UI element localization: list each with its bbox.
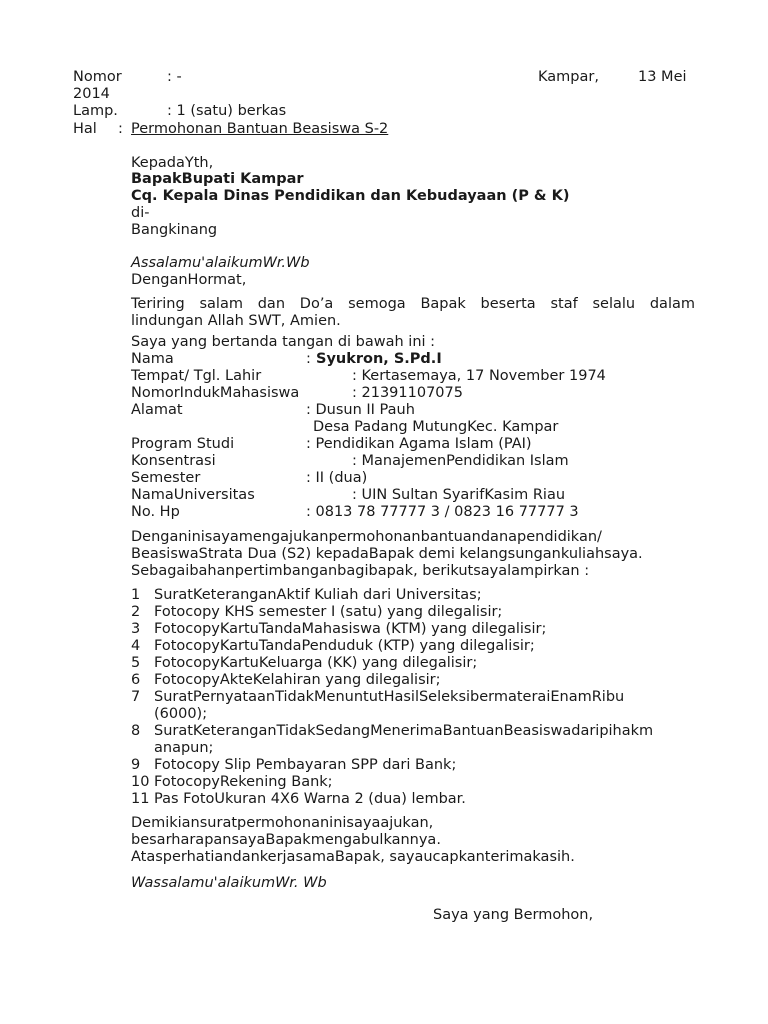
letter-place: Kampar, <box>538 69 599 85</box>
alamat-value-2: Desa Padang MutungKec. Kampar <box>313 419 559 435</box>
prodi-label: Program Studi <box>131 436 235 452</box>
list-item: SuratKeteranganTidakSedangMenerimaBantuanBeasiswadaripihakm <box>154 723 654 739</box>
body-line-2: BeasiswaStrata Dua (S2) kepadaBapak demi kelangsungankuliahsaya. <box>131 546 643 562</box>
list-item-number: 11 <box>131 791 150 807</box>
addressee-name: BapakBupati Kampar <box>131 171 304 187</box>
list-item-number: 9 <box>131 757 141 773</box>
list-item-number: 7 <box>131 689 141 705</box>
ttl-label: Tempat/ Tgl. Lahir <box>131 368 262 384</box>
closing-line-1: Demikiansuratpermohonaninisayaajukan, <box>131 815 434 831</box>
closing-line-2: besarharapansayaBapakmengabulkannya. <box>131 832 441 848</box>
semester-value: : II (dua) <box>306 470 368 486</box>
nama-label: Nama <box>131 351 174 367</box>
closing-line-3: AtasperhatiandankerjasamaBapak, sayaucapkanterimakasih. <box>131 849 575 865</box>
prodi-value: : Pendidikan Agama Islam (PAI) <box>306 436 532 452</box>
list-item: FotocopyAkteKelahiran yang dilegalisir; <box>154 672 441 688</box>
list-item-number: 10 <box>131 774 150 790</box>
list-item-continuation: (6000); <box>154 706 208 722</box>
list-item-number: 1 <box>131 587 141 603</box>
alamat-label: Alamat <box>131 402 183 418</box>
intro-line-2: lindungan Allah SWT, Amien. <box>131 313 341 329</box>
lamp-label: Lamp. <box>73 103 118 119</box>
body-line-3: Sebagaibahanpertimbanganbagibapak, berikutsayalampirkan : <box>131 563 590 579</box>
konsentrasi-value: : ManajemenPendidikan Islam <box>352 453 569 469</box>
list-item: SuratKeteranganAktif Kuliah dari Universitas; <box>154 587 482 603</box>
konsentrasi-label: Konsentrasi <box>131 453 216 469</box>
opening-hormat: DenganHormat, <box>131 272 247 288</box>
lamp-value: : 1 (satu) berkas <box>167 103 287 119</box>
list-item: FotocopyRekening Bank; <box>154 774 333 790</box>
nim-value: : 21391107075 <box>352 385 463 401</box>
univ-label: NamaUniversitas <box>131 487 255 503</box>
list-item: Pas FotoUkuran 4X6 Warna 2 (dua) lembar. <box>154 791 466 807</box>
list-item-number: 3 <box>131 621 141 637</box>
nama-value: Syukron, S.Pd.I <box>316 351 442 367</box>
intro-line-1: Teriring salam dan Do’a semoga Bapak beserta staf selalu dalam <box>131 296 695 312</box>
nama-colon: : <box>306 351 311 367</box>
letter-date: 13 Mei <box>638 69 687 85</box>
addressee-greeting: KepadaYth, <box>131 155 214 171</box>
list-item-number: 8 <box>131 723 141 739</box>
list-item-number: 4 <box>131 638 141 654</box>
addressee-city: Bangkinang <box>131 222 218 238</box>
hal-label: Hal <box>73 121 97 137</box>
letter-year: 2014 <box>73 86 110 102</box>
opening-salam: Assalamu'alaikumWr.Wb <box>131 255 310 271</box>
univ-value: : UIN Sultan SyarifKasim Riau <box>352 487 566 503</box>
signoff-text: Saya yang Bermohon, <box>433 907 594 923</box>
list-item: FotocopyKartuTandaPenduduk (KTP) yang dilegalisir; <box>154 638 535 654</box>
ttl-value: : Kertasemaya, 17 November 1974 <box>352 368 606 384</box>
hal-colon: : <box>118 121 123 137</box>
list-item: SuratPernyataanTidakMenuntutHasilSeleksibermateraiEnamRibu <box>154 689 625 705</box>
list-item-continuation: anapun; <box>154 740 214 756</box>
list-item-number: 2 <box>131 604 141 620</box>
list-item: Fotocopy Slip Pembayaran SPP dari Bank; <box>154 757 457 773</box>
list-item: FotocopyKartuTandaMahasiswa (KTM) yang dilegalisir; <box>154 621 547 637</box>
list-item-number: 6 <box>131 672 141 688</box>
list-item-number: 5 <box>131 655 141 671</box>
closing-salam: Wassalamu'alaikumWr. Wb <box>131 875 327 891</box>
hp-label: No. Hp <box>131 504 180 520</box>
nomor-value: : - <box>167 69 182 85</box>
addressee-di: di- <box>131 205 150 221</box>
semester-label: Semester <box>131 470 201 486</box>
addressee-cq: Cq. Kepala Dinas Pendidikan dan Kebudayaan (P & K) <box>131 188 570 204</box>
intro-line-3: Saya yang bertanda tangan di bawah ini : <box>131 334 436 350</box>
hp-value: : 0813 78 77777 3 / 0823 16 77777 3 <box>306 504 579 520</box>
list-item: Fotocopy KHS semester I (satu) yang dilegalisir; <box>154 604 503 620</box>
list-item: FotocopyKartuKeluarga (KK) yang dilegalisir; <box>154 655 478 671</box>
nomor-label: Nomor <box>73 69 122 85</box>
alamat-value-1: : Dusun II Pauh <box>306 402 415 418</box>
subject-line: Permohonan Bantuan Beasiswa S-2 <box>131 121 389 137</box>
nim-label: NomorIndukMahasiswa <box>131 385 300 401</box>
body-line-1: Denganinisayamengajukanpermohonanbantuandanapendidikan/ <box>131 529 602 545</box>
